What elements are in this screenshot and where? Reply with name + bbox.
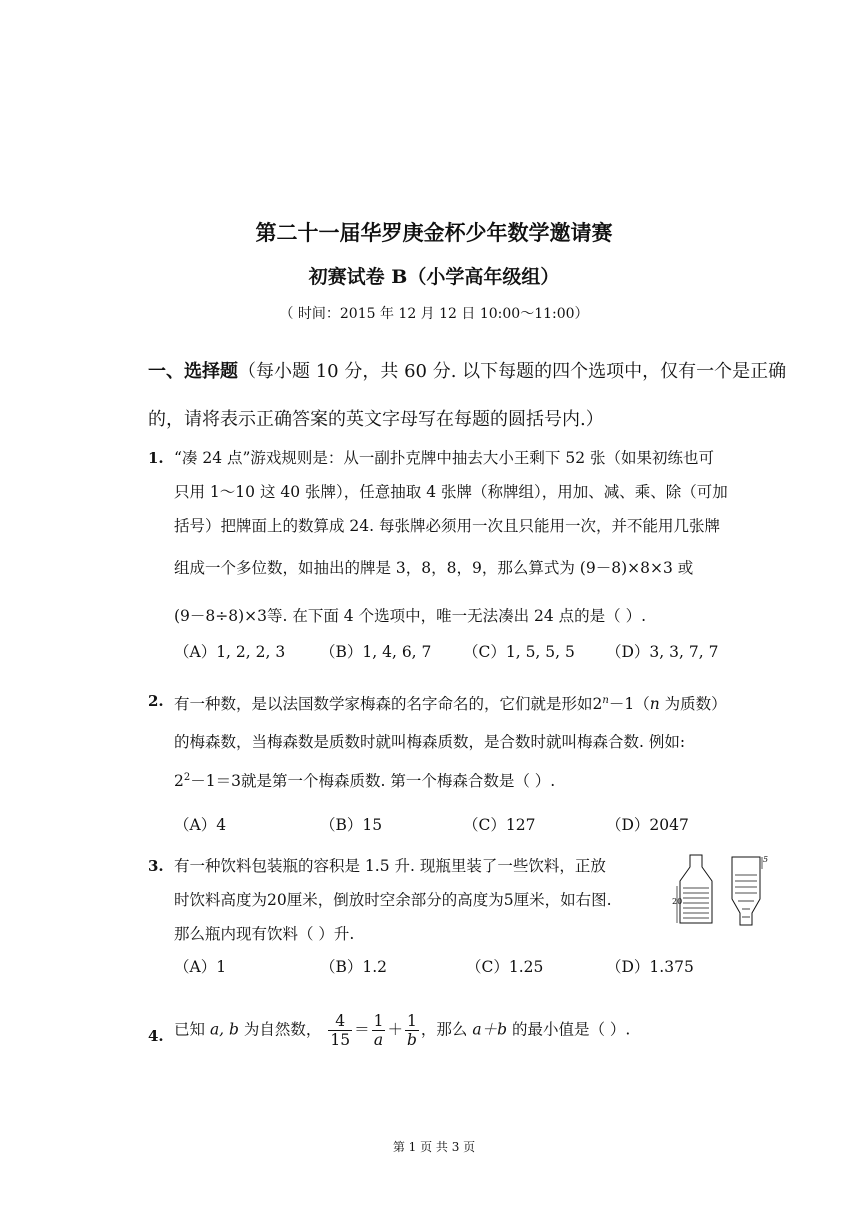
page-footer: 第 1 页 共 3 页 bbox=[392, 1140, 476, 1154]
question-3-text bbox=[174, 849, 674, 951]
q2-line: $2^2-1=3$就是第一个梅森质数. 第一个梅森合数是（ ）. bbox=[174, 772, 556, 791]
q3-option-c: （C）1.25 bbox=[466, 958, 544, 976]
q3-line: 时饮料高度为20厘米，倒放时空余部分的高度为5厘米，如右图. bbox=[174, 891, 612, 909]
q1-option-c: （C）1, 5, 5, 5 bbox=[463, 643, 575, 661]
q2-line: 的梅森数，当梅森数是质数时就叫梅森质数，是合数时就叫梅森合数. 例如: bbox=[174, 733, 686, 752]
question-number: 1. bbox=[148, 449, 164, 467]
q2-option-c: （C）127 bbox=[463, 816, 536, 834]
question-number: 4. bbox=[148, 1027, 164, 1045]
question-number: 2. bbox=[148, 692, 164, 710]
q1-line: 括号）把牌面上的数算成 24. 每张牌必须用一次且只能用一次，并不能用几张牌 bbox=[174, 517, 721, 535]
fraction-1-a: $\frac{1}{a}$ bbox=[373, 1012, 384, 1049]
exam-subtitle: 初赛试卷 B（小学高年级组） bbox=[308, 266, 560, 288]
fraction-4-15: $\frac{4}{15}$ bbox=[330, 1012, 351, 1049]
figure-label-20: 20 bbox=[672, 897, 683, 906]
figure-label-5: 5 bbox=[763, 855, 769, 864]
question-1-text bbox=[174, 441, 814, 633]
q3-line: 那么瓶内现有饮料（ ）升. bbox=[174, 925, 355, 943]
q1-line: 只用 1～10 这 40 张牌），任意抽取 4 张牌（称牌组），用加、减、乘、除（可加 bbox=[174, 483, 728, 501]
q3-option-d: （D）1.375 bbox=[606, 958, 694, 976]
exam-time: （ 时间：2015 年 12 月 12 日 10:00～11:00） bbox=[279, 306, 589, 322]
q1-line: “凑 24 点”游戏规则是：从一副扑克牌中抽去大小王剩下 52 张（如果初练也可 bbox=[174, 449, 715, 467]
q3-line: 有一种饮料包装瓶的容积是 1.5 升. 现瓶里装了一些饮料，正放 bbox=[174, 857, 606, 875]
question-2-text bbox=[174, 684, 814, 798]
q1-option-a: （A）1, 2, 2, 3 bbox=[174, 643, 286, 661]
section-heading-block bbox=[148, 348, 808, 444]
q2-option-b: （B）15 bbox=[320, 816, 383, 834]
q2-line: 有一种数，是以法国数学家梅森的名字命名的，它们就是形如$2^n-1(n$ 为质数） bbox=[174, 695, 727, 714]
bottle-diagram bbox=[672, 853, 792, 928]
q1-line: (9－8÷8)×3等. 在下面 4 个选项中，唯一无法凑出 24 点的是（ ）. bbox=[174, 607, 647, 625]
q1-line: 组成一个多位数，如抽出的牌是 3，8，8，9，那么算式为 (9－8)×8×3 或 bbox=[174, 559, 694, 577]
q1-option-d: （D）3, 3, 7, 7 bbox=[606, 643, 719, 661]
question-4-text: 已知 a, b 为自然数， $\frac{4}{15}$ ＝ $\frac{1}{a}$ ＋ $\frac{1}{b}$ ，那么 a＋b 的最小值是（ ）. bbox=[174, 1012, 631, 1049]
section-instructions: （每小题 10 分，共 60 分. 以下每题的四个选项中，仅有一个是正确的，请将表示正确答案的英文字母写在每题的圆括号内.） bbox=[148, 361, 787, 430]
q2-option-a: （A）4 bbox=[174, 816, 227, 834]
fraction-1-b: $\frac{1}{b}$ bbox=[406, 1012, 417, 1049]
q2-option-d: （D）2047 bbox=[606, 816, 689, 834]
q3-option-b: （B）1.2 bbox=[320, 958, 388, 976]
q1-option-b: （B）1, 4, 6, 7 bbox=[320, 643, 432, 661]
bottle-figure bbox=[672, 853, 792, 928]
section-heading: 一、选择题 bbox=[148, 361, 238, 382]
exam-title: 第二十一届华罗庚金杯少年数学邀请赛 bbox=[255, 220, 613, 245]
q3-option-a: （A）1 bbox=[174, 958, 227, 976]
question-number: 3. bbox=[148, 857, 164, 875]
